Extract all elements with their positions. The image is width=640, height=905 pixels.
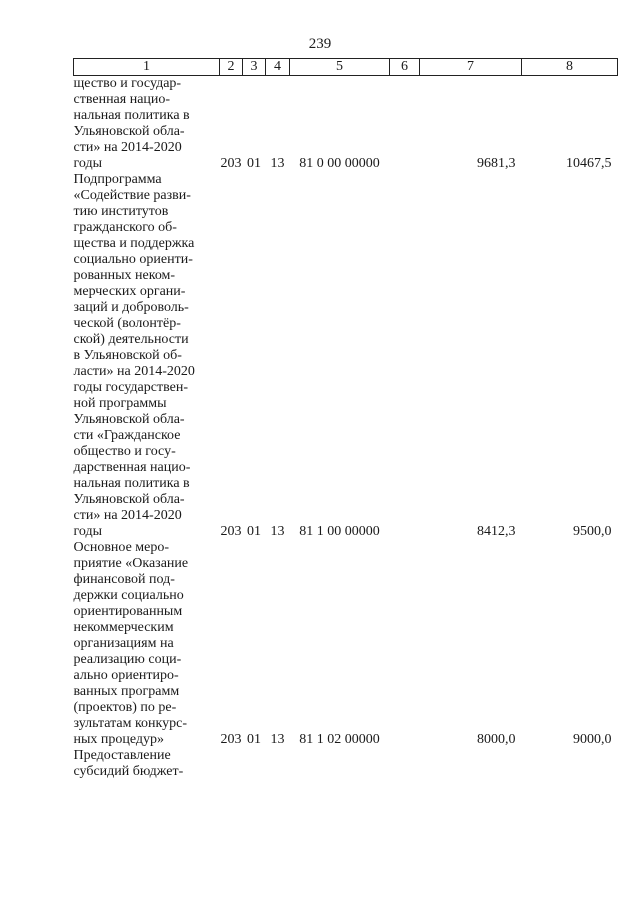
row-name-line: ческой (волонтёр- [73,316,181,331]
cell-c6 [390,540,420,748]
row-name-line: субсидий бюджет- [73,764,184,779]
row-name-line: организациям на [73,636,174,651]
column-header-5: 5 [290,59,390,76]
row-name-line: зультатам конкурс- [73,716,188,731]
budget-table [73,58,618,780]
cell-c7 [420,748,522,780]
row-name-line: ласти» на 2014-2020 [73,364,195,379]
column-header-4: 4 [266,59,290,76]
cell-c3 [243,748,266,780]
row-name-line: гражданского об- [73,220,177,235]
row-name-line: ально ориентиро- [73,668,179,683]
cell-c3: 01 [247,732,261,747]
cell-c8: 9500,0 [573,524,612,539]
cell-c2 [220,748,243,780]
row-name-line: в Ульяновской об- [73,348,182,363]
column-header-3: 3 [243,59,266,76]
row-name [74,540,220,748]
row-name [74,172,220,540]
row-name-line: годы государствен- [73,380,188,395]
row-name-line: заций и доброволь- [73,300,189,315]
cell-c2: 203 [220,156,242,171]
cell-c3: 01 [247,156,261,171]
row-name-line: социально ориенти- [73,252,193,267]
row-name-line: Ульяновской обла- [73,412,185,427]
table-row [74,172,618,540]
row-name-line: рованных неком- [73,268,176,283]
row-name-line: Основное меро- [73,540,170,555]
row-name-line: финансовой под- [73,572,175,587]
cell-c4: 13 [270,156,285,171]
row-name-line: дарственная нацио- [73,460,191,475]
row-name-line: ориентированным [73,604,183,619]
cell-c7: 8412,3 [477,524,516,539]
cell-c5: 81 0 00 00000 [299,156,380,171]
row-name-line: ской) деятельности [73,332,189,347]
cell-c4 [266,748,290,780]
row-name-line: ной программы [73,396,167,411]
row-name-line: ных процедур» [73,732,165,747]
cell-c8: 10467,5 [566,156,612,171]
cell-c8 [522,748,618,780]
row-name-line: (проектов) по ре- [73,700,177,715]
column-header-6: 6 [390,59,420,76]
cell-c6 [390,748,420,780]
cell-c7: 8000,0 [477,732,516,747]
row-name-line: годы [73,524,103,539]
row-name-line: щество и государ- [73,76,182,91]
cell-c4: 13 [270,524,285,539]
row-name-line: «Содействие разви- [73,188,191,203]
cell-c2: 203 [220,732,242,747]
row-name-line: ственная нацио- [73,92,171,107]
row-name-line: сти «Гражданское [73,428,181,443]
row-name-line: держки социально [73,588,184,603]
table-row [74,76,618,173]
row-name-line: некоммерческим [73,620,174,635]
row-name-line: мерческих органи- [73,284,186,299]
cell-c5: 81 1 02 00000 [299,732,380,747]
row-name-line: Ульяновской обла- [73,124,185,139]
column-header-8: 8 [522,59,618,76]
row-name-line: нальная политика в [73,476,190,491]
cell-c5: 81 1 00 00000 [299,524,380,539]
table-row [74,748,618,780]
column-header-2: 2 [220,59,243,76]
column-header-7: 7 [420,59,522,76]
row-name-line: годы [73,156,103,171]
table-body [74,76,618,781]
row-name-line: Ульяновской обла- [73,492,185,507]
row-name-line: сти» на 2014-2020 [73,140,182,155]
cell-c5 [290,748,390,780]
row-name [74,748,220,780]
cell-c4: 13 [270,732,285,747]
cell-c6 [390,76,420,173]
row-name-line: приятие «Оказание [73,556,189,571]
row-name-line: общество и госу- [73,444,176,459]
row-name [74,76,220,173]
cell-c2: 203 [220,524,242,539]
row-name-line: тию институтов [73,204,169,219]
row-name-line: Предоставление [73,748,171,763]
row-name-line: ванных программ [73,684,180,699]
row-name-line: Подпрограмма [73,172,162,187]
row-name-line: нальная политика в [73,108,190,123]
header-row [74,59,618,76]
cell-c8: 9000,0 [573,732,612,747]
row-name-line: реализацию соци- [73,652,182,667]
row-name-line: щества и поддержка [73,236,195,251]
page-number: 239 [308,36,332,52]
cell-c7: 9681,3 [477,156,516,171]
row-name-line: сти» на 2014-2020 [73,508,182,523]
table-row [74,540,618,748]
column-header-1: 1 [74,59,220,76]
cell-c3: 01 [247,524,261,539]
cell-c6 [390,172,420,540]
